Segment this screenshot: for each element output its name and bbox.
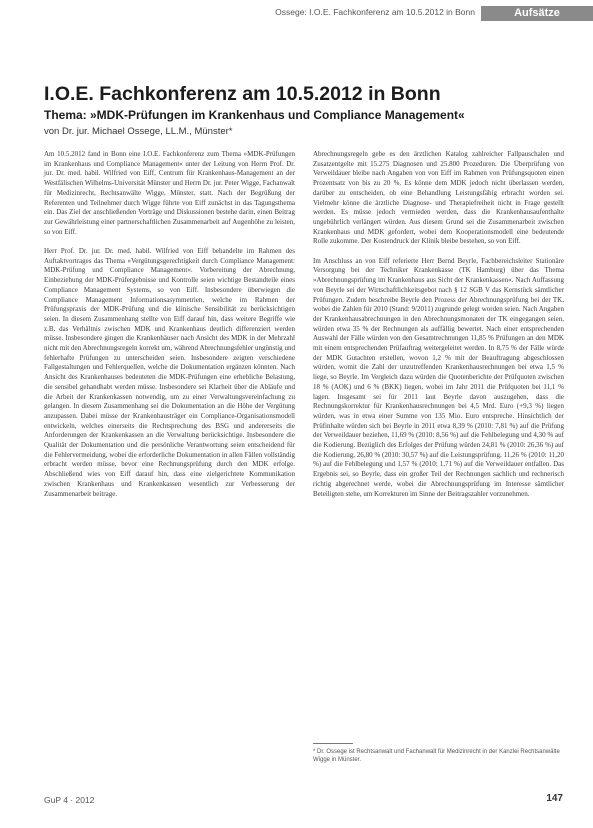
journal-issue: GuP 4 · 2012 — [44, 795, 95, 805]
article-title: I.O.E. Fachkonferenz am 10.5.2012 in Bonn — [44, 83, 441, 105]
footnote-divider — [313, 743, 353, 744]
footnote: * Dr. Ossege ist Rechtsanwalt und Fachanwalt für Medizinrecht in der Kanzlei Rechtsanwälte Wigge in Münster. — [313, 749, 560, 763]
left-column — [44, 150, 295, 509]
section-tab: Aufsätze — [481, 6, 593, 21]
paragraph: Herr Prof. Dr. jur. Dr. med. habil. Wilfried von Eiff behandelte im Rahmen des Auftaktvortrages das Thema »Vergütungsgerechtigkeit durch Compliance Management: MDK-Prüfung und Compliance Management«. Vorbereitung der Abrechnung, Einbeziehung der MDK-Prüfergebnisse und Kontrolle seien wichtige Bestandteile eines Compliance Management Systems, so von Eiff. Insbesondere überwiegen die Compliance Management Informationsasymmetrien, welche im Rahmen der Prüfungspraxis der MDK-Prüfung und die klinische Sensibilität zu berücksichtigen seien. In diesem Zusammenhang stellte von Eiff darauf hin, dass weitere Begriffe wie z.B. das Verhältnis zwischen MDK und Krankenhaus deutlich differenziert werden müsse. Insbesondere gingen die Krankenhäuser nach Ansicht des MDK in der Mehrzahl nicht mit den Abrechnungsregeln korrekt um, während Abrechnungsfehler ungünstig und fehlerhafte Prüfungen zu unterscheiden seien. Insbesondere zeigten verschiedene Fallgestaltungen und Fehlerquellen, welche die Dokumentation ergänzen könnten. Nach Ansicht des Krankenhauses bedeuteten die MDK-Prüfungen eine erhebliche Belastung, die sensibel gehandhabt werden müsse. Insbesondere sei Klarheit über die Abläufe und die Arbeit der Krankenkassen notwendig, um zu einer Verwaltungsvereinfachung zu gelangen. In diesem Zusammenhang sei die Dokumentation an die Höhe der Vergütung anzupassen. Dabei müsse der Krankenhausträger ein Compliance-Organisationsmodell entwickeln, welches einerseits die Rechtsprechung des BSG und andererseits die Anforderungen der Krankenkassen an die Verwaltung berücksichtige. Insbesondere die Qualität der Dokumentation und die persönliche Verantwortung seien entscheidend für die Fehlervermeidung, wobei die erforderliche Dokumentation in allen Fällen vollständig erbracht werden müsse, bevor eine Rechnungsprüfung durch den MDK erfolge. Abschließend wies von Eiff darauf hin, dass eine zielgerichtete Kommunikation zwischen Krankenhaus und Krankenkassen wesentlich zur Verbesserung der Zusammenarbeit beitrage. — [44, 247, 295, 498]
right-column — [313, 150, 564, 509]
paragraph: Am 10.5.2012 fand in Bonn eine I.O.E. Fachkonferenz zum Thema »MDK-Prüfungen im Krankenhaus und Compliance Management« unter der Leitung von Herrn Prof. Dr. jur. Dr. med. habil. Wilfried von Eiff, Centrum für Krankenhaus-Management an der Westfälischen Wilhelms-Universität Münster und Herrn Dr. jur. Peter Wigge, Fachanwalt für Medizinrecht, Rechtsanwälte Wigge, Münster, statt. Nach der Begrüßung der Referenten und Teilnehmer durch Wigge führte von Eiff zunächst in das Tagungsthema ein. Das Ziel der anschließenden Vorträge und Diskussionen bestehe darin, einen Beitrag zur Gewährleistung einer partnerschaftlichen Zusammenarbeit auf Augenhöhe zu leisten, so von Eiff. — [44, 150, 295, 236]
paragraph: Im Anschluss an von Eiff referierte Herr Bernd Beyrle, Fachbereichsleiter Stationäre Versorgung bei der Techniker Krankenkasse (TK Hamburg) über das Thema »Abrechnungsprüfung im Krankenhaus aus Sicht der Krankenkassen«. Nach Auffassung von Beyrle sei der Wirtschaftlichkeitsgebot nach § 12 SGB V das Kernstück sämtlicher Prüfungen. Zudem beschreibe Beyrle den Prozess der Abrechnungsprüfung bei der TK, wobei die Zahlen für 2010 (Stand: 9/2011) zugrunde gelegt worden seien. Nach Angaben der Krankenhausabrechnungen in den Abrechnungsmonaten der TK eingegangen seien, würden etwa 35 % der Rechnungen als auffällig bewertet. Nach einer entsprechenden Auswahl der Fälle würden von den Gesamtrechnungen 11,85 % Prüfungen an den MDK mit einem entsprechenden Prüfauftrag weitergeleitet werden. In 8,75 % der Fälle würde der MDK Gutachten erstellen, wovon 1,2 % mit der Beauftragung abgeschlossen würden, womit die Zahl der unzutreffenden Krankenhausrechnungen bei etwa 1,5 % liege, so Beyrle. Im Vergleich dazu würden die Quotenberichte der Prüfquoten zwischen 18 % (AOK) und 6 % (BKK) liegen, wobei im Jahr 2011 die Prüfquoten bei 11,1 % lagen. Insgesamt sei für 2011 laut Beyrle davon auszugehen, dass die Rechnungskorrektur für Krankenhausrechnungen bei 4,5 Mrd. Euro (+9,3 %) liegen würden, was in etwa einer Summe von 135 Mio. Euro entspreche. Hinsichtlich der Prüfinhalte würden sich bei Beyrle in 2011 etwa 8,39 % (2010: 7,81 %) auf die Prüfung der Verweildauer beziehen, 11,69 % (2010: 8,56 %) auf die Fehlbelegung und 4,30 % auf die Kodierung. Bezüglich des Erfolges der Prüfung würden 24,81 % (2010: 26,36 %) auf die Kodierung, 26,80 % (2010: 30,57 %) auf die Leistungsprüfung, 11,26 % (2010: 11,20 %) auf die Fehlbelegung und 1,57 % (2010: 1,71 %) auf die Verweildauer entfallen. Das Ergebnis sei, so Beyrle, dass ein großer Teil der Rechnungen sachlich und rechnerisch richtig abgerechnet werde, wobei die Abrechnungsprüfung im Interesse sämtlicher Beteiligten stehe, um Korrekturen im Sinne der Beitragszahler vorzunehmen. — [313, 256, 564, 498]
page-number: 147 — [546, 793, 563, 804]
running-head: Ossege: I.O.E. Fachkonferenz am 10.5.2012 in Bonn — [275, 7, 475, 17]
article-byline: von Dr. jur. Michael Ossege, LL.M., Münster* — [44, 126, 233, 137]
article-subtitle: Thema: »MDK-Prüfungen im Krankenhaus und Compliance Management« — [44, 108, 465, 122]
paragraph: Abrechnungsregeln gebe es den ärztlichen Katalog zahlreicher Fallpauschalen und Zusatzentgelte mit 15.275 Diagnosen und 25.800 Prozeduren. Die Überprüfung von Verweildauer bleibe nach Angaben von von Eiff im Rahmen von Prüfungsquoten einen Prozentsatz von bis zu 20 %. Es könne dem MDK jedoch nicht überlassen werden, darüber zu entscheiden, ob eine Behandlung Leistungsfähig erbracht worden sei. Vielmehr könne die ärztliche Diagnose- und Therapiefreiheit nicht in Frage gestellt werden. Es müsse jedoch vermieden werden, dass die Krankenhausaufenthalte ungebührlich verlängert würden. Aus diesem Grund sei die Zusammenarbeit zwischen Krankenhaus und MDK gefordert, wobei dem Kooperationsmodell eine bedeutende Rolle zukomme. Der Kostendruck der Klinik bleibe bestehen, so von Eiff. — [313, 150, 564, 246]
page-header — [0, 6, 593, 20]
